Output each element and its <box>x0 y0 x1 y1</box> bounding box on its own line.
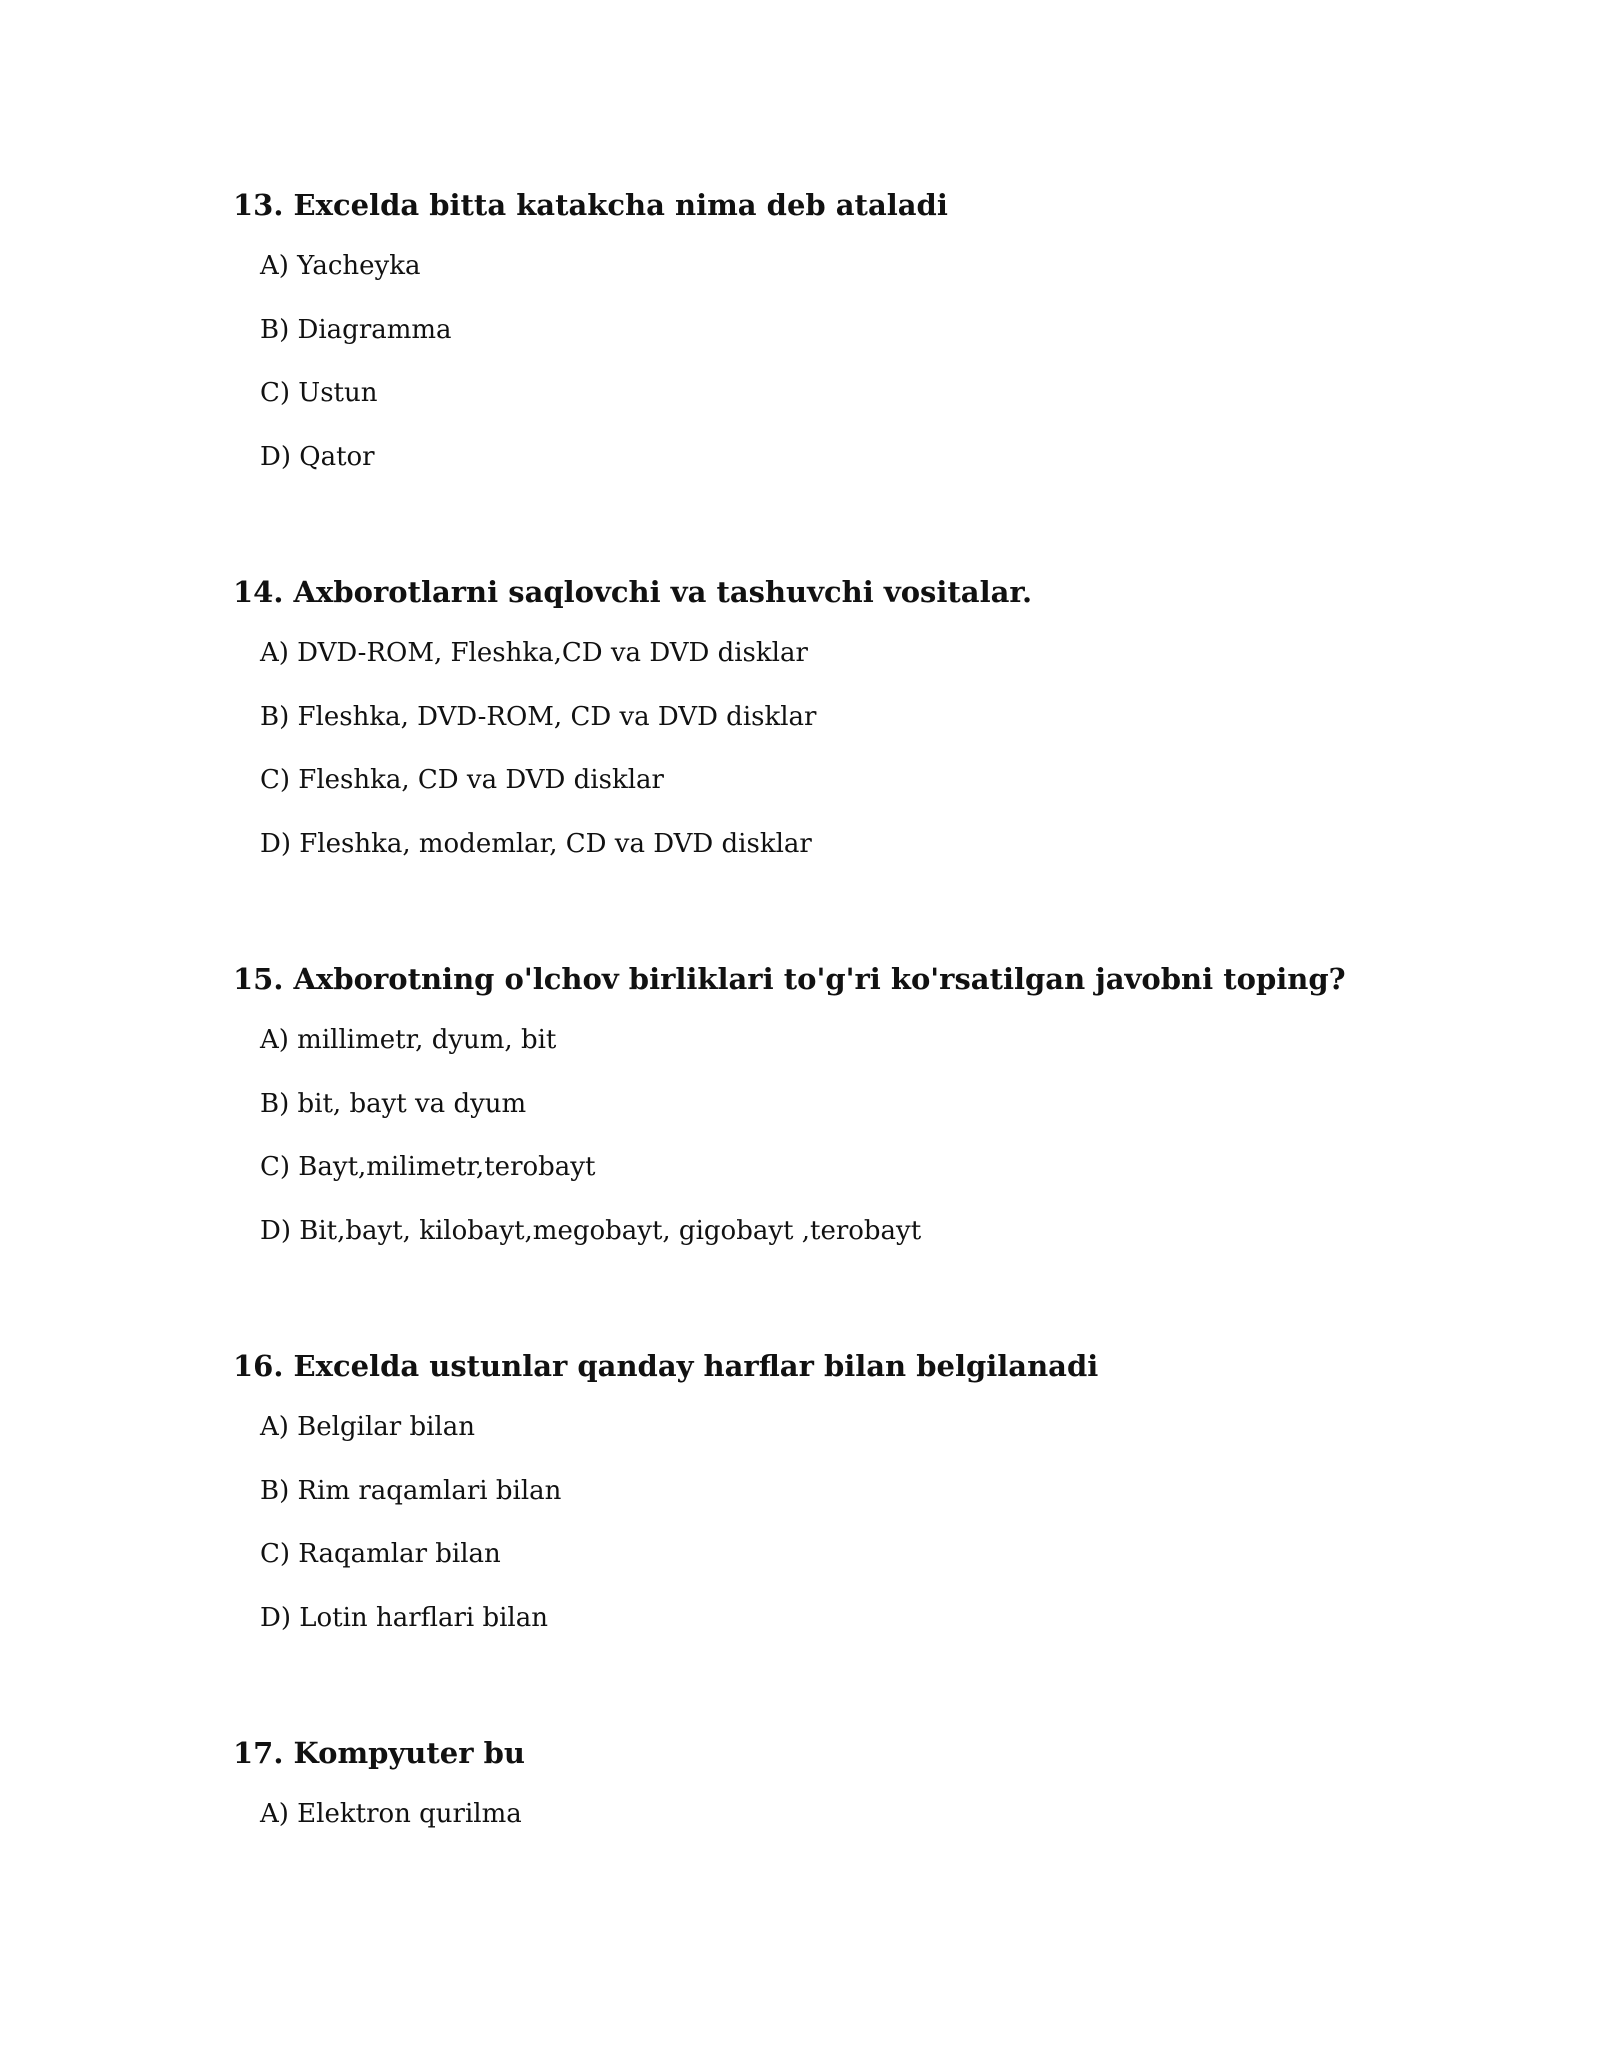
question-17 <box>233 1733 1433 1829</box>
option-d: D) Bit,bayt, kilobayt,megobayt, gigobayt ,terobayt <box>260 1216 922 1246</box>
question-title: 17. Kompyuter bu <box>233 1736 525 1770</box>
option-c: C) Ustun <box>260 378 378 408</box>
question-14 <box>233 572 1433 859</box>
option-d: D) Fleshka, modemlar, CD va DVD disklar <box>260 829 812 859</box>
option-c: C) Bayt,milimetr,terobayt <box>260 1152 596 1182</box>
option-a: A) millimetr, dyum, bit <box>260 1025 557 1055</box>
question-15 <box>233 959 1433 1246</box>
question-13 <box>233 185 1433 472</box>
question-16 <box>233 1346 1433 1633</box>
option-d: D) Lotin harflari bilan <box>260 1603 548 1633</box>
question-title: 15. Axborotning o'lchov birliklari to'g'ri ko'rsatilgan javobni toping? <box>233 962 1346 996</box>
option-a: A) Elektron qurilma <box>260 1799 522 1829</box>
question-title: 13. Excelda bitta katakcha nima deb ataladi <box>233 188 948 222</box>
question-title: 14. Axborotlarni saqlovchi va tashuvchi vositalar. <box>233 575 1033 609</box>
option-c: C) Raqamlar bilan <box>260 1539 501 1569</box>
option-b: B) Diagramma <box>260 315 452 345</box>
option-a: A) Yacheyka <box>260 251 421 281</box>
option-b: B) Fleshka, DVD-ROM, CD va DVD disklar <box>260 702 817 732</box>
option-a: A) Belgilar bilan <box>260 1412 475 1442</box>
option-d: D) Qator <box>260 442 375 472</box>
option-c: C) Fleshka, CD va DVD disklar <box>260 765 664 795</box>
option-a: A) DVD-ROM, Fleshka,CD va DVD disklar <box>260 638 808 668</box>
option-b: B) Rim raqamlari bilan <box>260 1476 562 1506</box>
question-title: 16. Excelda ustunlar qanday harflar bilan belgilanadi <box>233 1349 1099 1383</box>
option-b: B) bit, bayt va dyum <box>260 1089 527 1119</box>
